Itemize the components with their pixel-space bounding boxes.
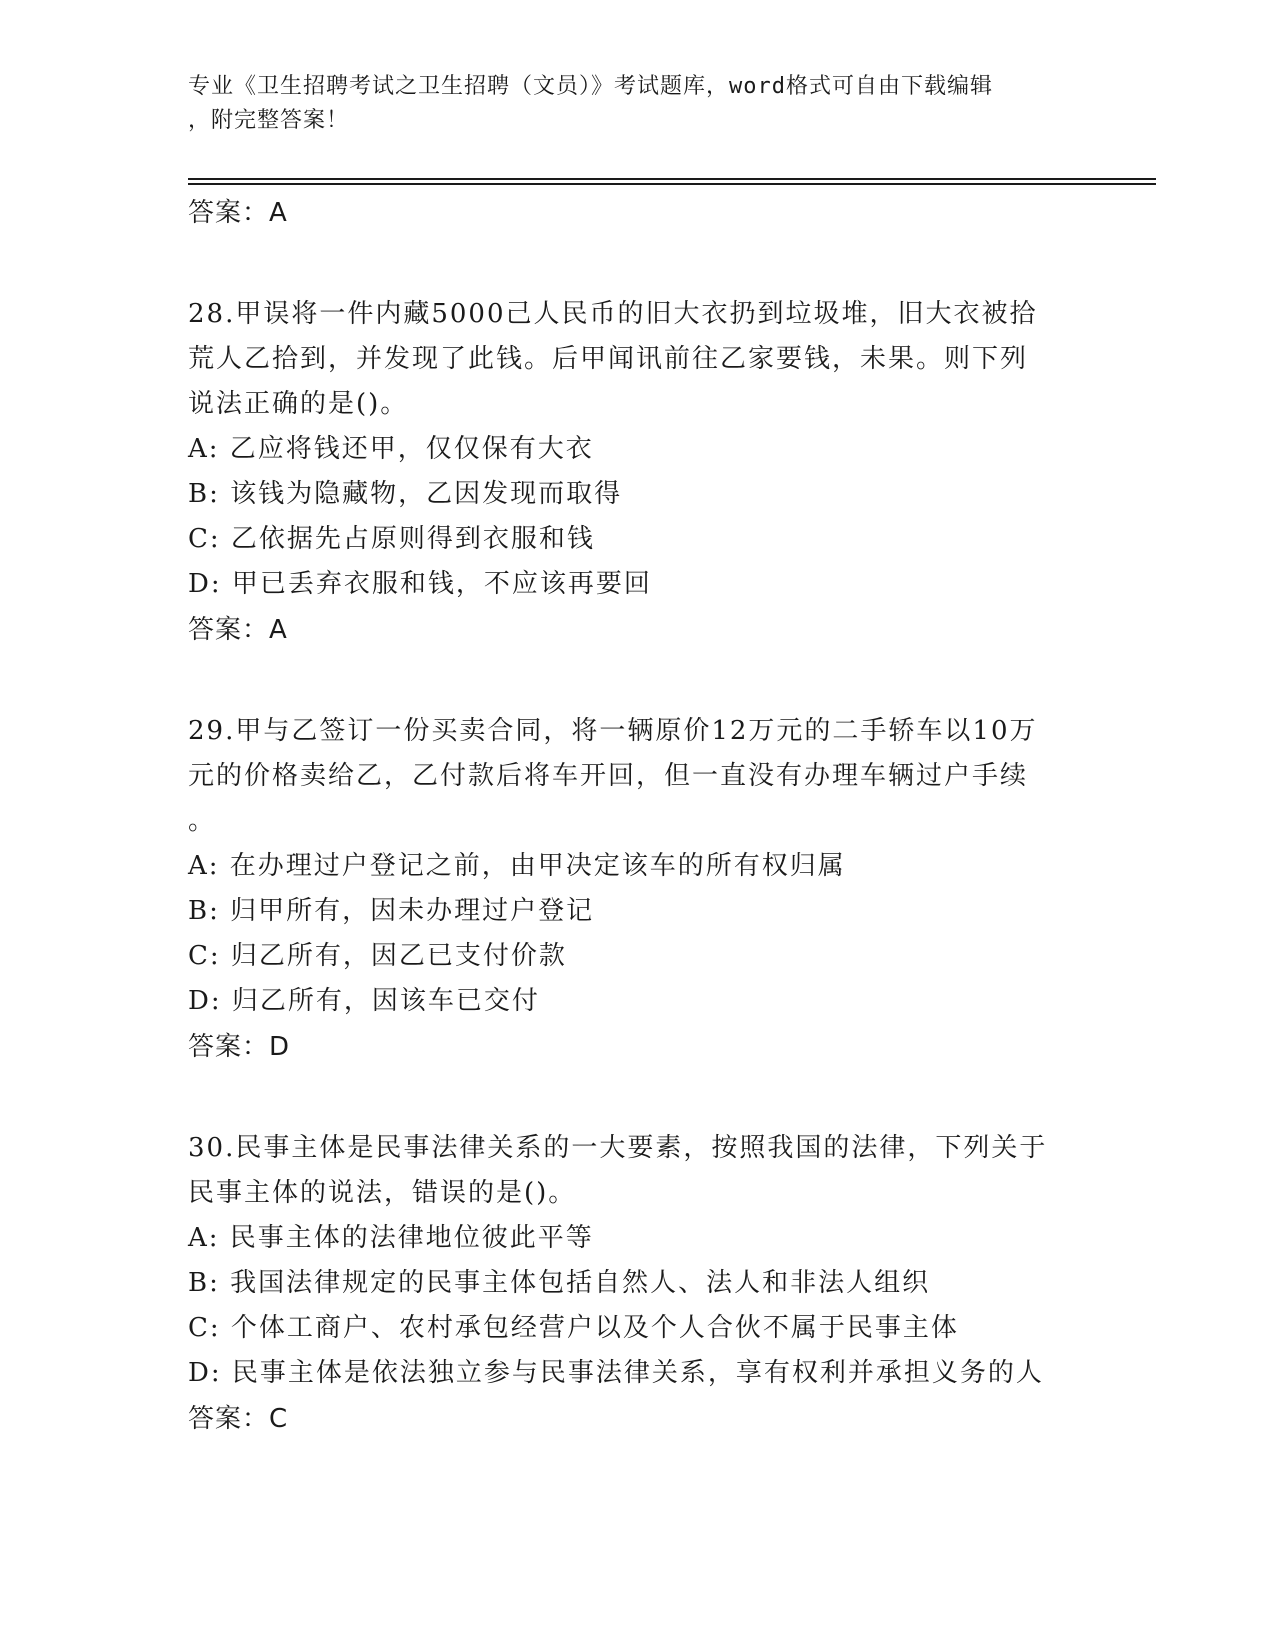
stem-line: 元的价格卖给乙，乙付款后将车开回，但一直没有办理车辆过户手续 bbox=[188, 761, 1029, 791]
option-d: D: 民事主体是依法独立参与民事法律关系，享有权利并承担义务的人 bbox=[188, 1358, 1044, 1388]
page-header bbox=[188, 70, 1068, 138]
option-a: A: 民事主体的法律地位彼此平等 bbox=[188, 1223, 594, 1253]
option-d: D: 归乙所有，因该车已交付 bbox=[188, 986, 540, 1016]
option-c: C: 乙依据先占原则得到衣服和钱 bbox=[188, 524, 595, 554]
previous-answer: 答案：A bbox=[188, 198, 288, 228]
question-list bbox=[188, 190, 1088, 1442]
stem-line: 30.民事主体是民事法律关系的一大要素，按照我国的法律，下列关于 bbox=[188, 1133, 1048, 1163]
answer: 答案：C bbox=[188, 1404, 289, 1434]
option-c: C: 个体工商户、农村承包经营户以及个人合伙不属于民事主体 bbox=[188, 1313, 959, 1343]
answer: 答案：D bbox=[188, 1032, 291, 1062]
question-28 bbox=[188, 292, 1088, 653]
header-line-1: 专业《卫生招聘考试之卫生招聘（文员）》考试题库，word格式可自由下载编辑 bbox=[188, 74, 993, 99]
spacer bbox=[188, 1070, 1088, 1126]
stem-line: 说法正确的是()。 bbox=[188, 389, 409, 419]
header-line-2: ，附完整答案！ bbox=[188, 108, 350, 133]
stem-line: 。 bbox=[188, 806, 217, 836]
option-a: A: 在办理过户登记之前，由甲决定该车的所有权归属 bbox=[188, 851, 846, 881]
stem-line: 民事主体的说法，错误的是()。 bbox=[188, 1178, 577, 1208]
header-divider-bottom bbox=[188, 183, 1156, 185]
header-divider-top bbox=[188, 178, 1156, 180]
answer: 答案：A bbox=[188, 615, 288, 645]
option-b: B: 我国法律规定的民事主体包括自然人、法人和非法人组织 bbox=[188, 1268, 931, 1298]
question-stem bbox=[188, 292, 1088, 427]
option-d: D: 甲已丢弃衣服和钱，不应该再要回 bbox=[188, 569, 652, 599]
question-30 bbox=[188, 1126, 1088, 1442]
stem-line: 荒人乙拾到，并发现了此钱。后甲闻讯前往乙家要钱，未果。则下列 bbox=[188, 344, 1029, 374]
option-b: B: 该钱为隐藏物，乙因发现而取得 bbox=[188, 479, 623, 509]
question-29 bbox=[188, 709, 1088, 1070]
spacer bbox=[188, 653, 1088, 709]
option-c: C: 归乙所有，因乙已支付价款 bbox=[188, 941, 567, 971]
option-a: A: 乙应将钱还甲，仅仅保有大衣 bbox=[188, 434, 594, 464]
stem-line: 29.甲与乙签订一份买卖合同，将一辆原价12万元的二手轿车以10万 bbox=[188, 716, 1038, 746]
question-stem bbox=[188, 1126, 1088, 1216]
stem-line: 28.甲误将一件内藏5000己人民币的旧大衣扔到垃圾堆，旧大衣被拾 bbox=[188, 299, 1038, 329]
question-stem bbox=[188, 709, 1088, 844]
option-b: B: 归甲所有，因未办理过户登记 bbox=[188, 896, 595, 926]
